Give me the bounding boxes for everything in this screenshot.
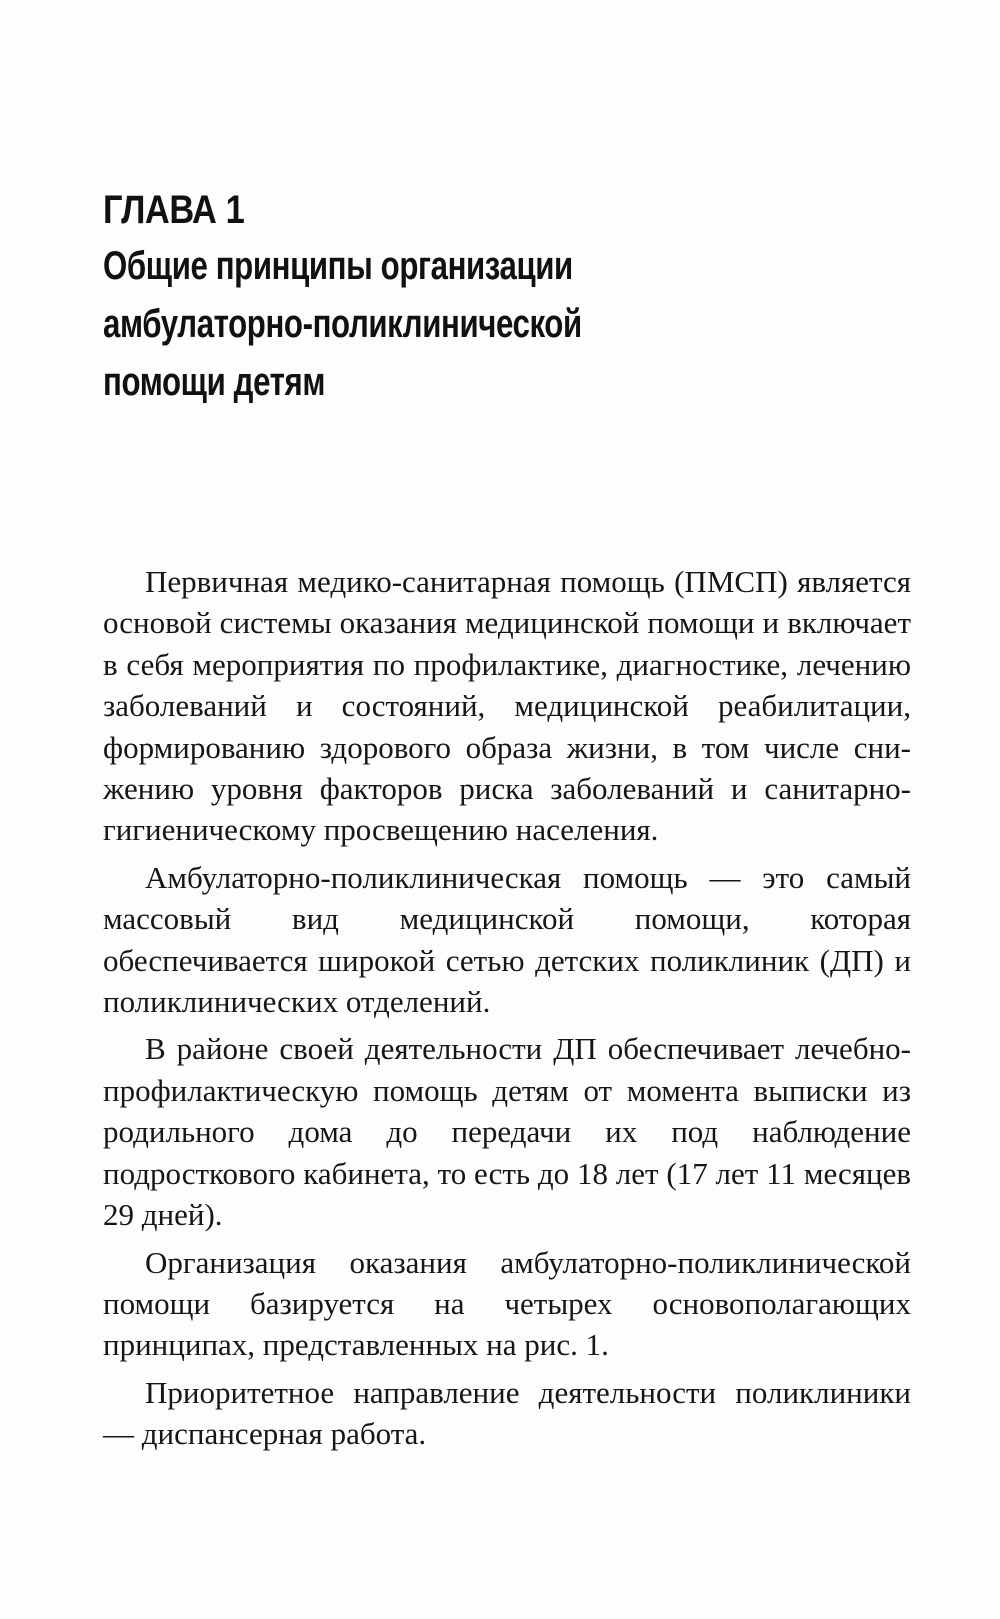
chapter-title <box>103 237 805 411</box>
paragraph: В районе своей деятельности ДП обеспечивает лечебно-профилактическую помощь детям от момента выписки из родильного дома до передачи их под наблюдение подросткового кабинета, то есть до 18 лет (17 лет 11 месяцев 29 дней). <box>103 1031 911 1233</box>
chapter-heading <box>103 183 823 411</box>
paragraph: Амбулаторно-поликлиническая помощь — это самый массовый вид медицинской помощи, которая обеспечивается широкой сетью детских поликлиник (ДП) и поликлинических отделений. <box>103 859 911 1020</box>
chapter-label: ГЛАВА 1 <box>103 188 245 232</box>
chapter-title-line: Общие принципы организации <box>103 244 573 288</box>
paragraph: Приоритетное направление деятельности поликлиники — диспансерная работа. <box>103 1374 911 1452</box>
body-text <box>103 561 911 1461</box>
chapter-title-line: помощи детям <box>103 360 326 404</box>
paragraph: Первичная медико-санитарная помощь (ПМСП) является основой системы оказания медицинской помощи и включает в себя мероприятия по профилактике, диагностике, лечению заболеваний и состояний, медицинской реабилитации, формированию здорового образа жизни, в том числе снижению уровня факторов риска заболеваний и санитарно-гигиеническому просвещению населения. <box>103 564 911 848</box>
paragraph: Организация оказания амбулаторно-поликлинической помощи базируется на четырех основополагающих принципах, представленных на рис. 1. <box>103 1244 911 1363</box>
chapter-title-line: амбулаторно-поликлинической <box>103 302 582 346</box>
